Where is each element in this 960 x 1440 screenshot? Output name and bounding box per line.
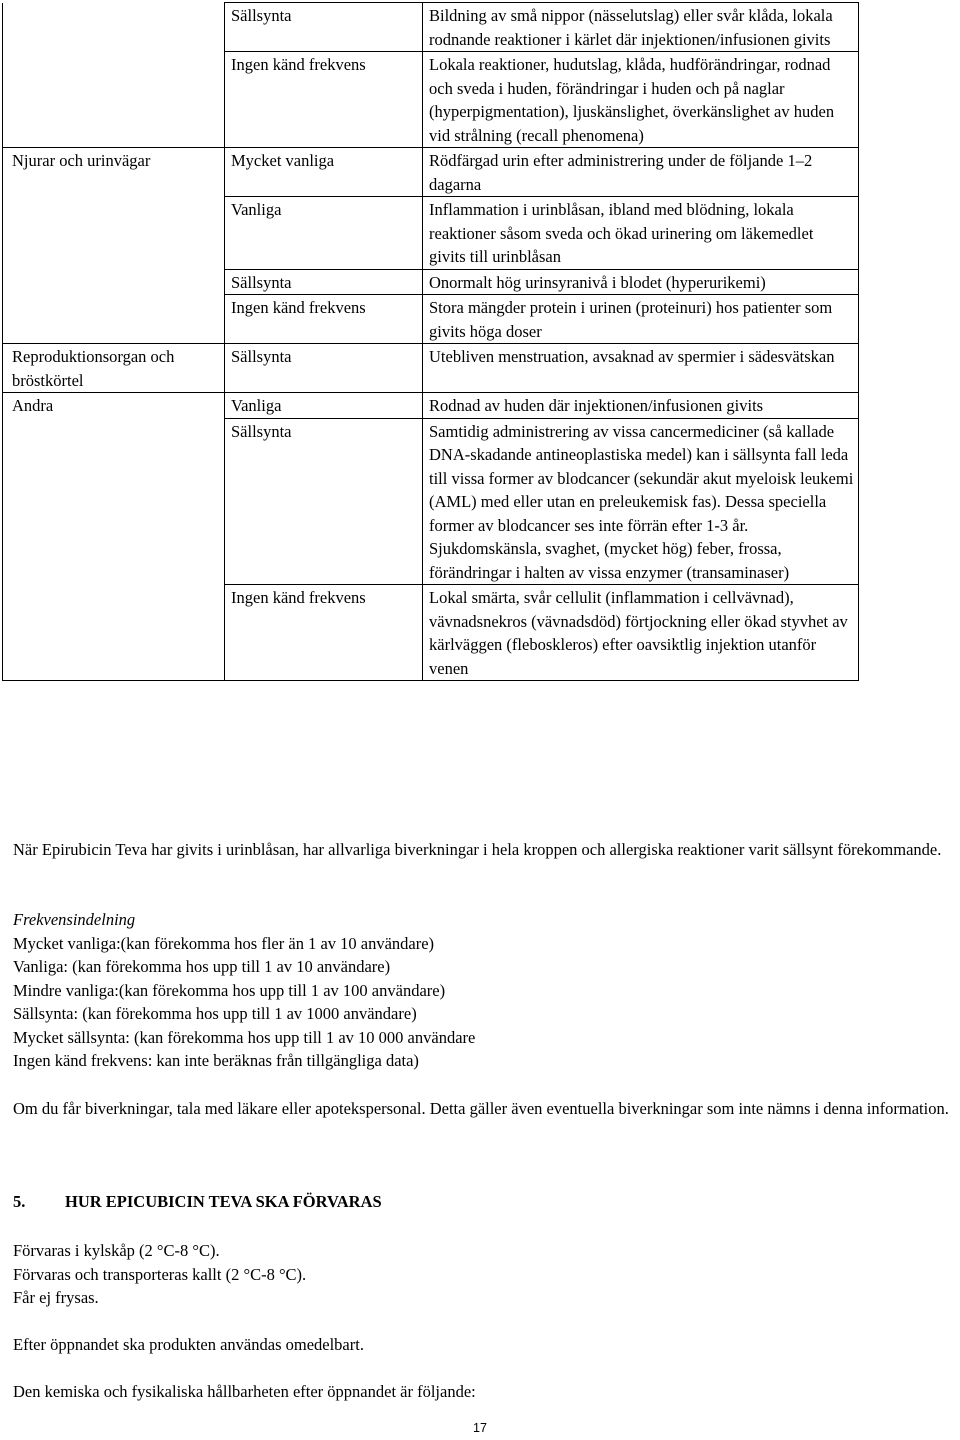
organ-system-cell: Njurar och urinvägar xyxy=(3,148,225,197)
side-effect-cell: Lokala reaktioner, hudutslag, klåda, hudförändringar, rodnad och sveda i huden, förändringar i huden och på naglar (hyperpigmentation), ljuskänslighet, överkänslighet av huden vid strålning (recall phenomena) xyxy=(423,52,859,148)
side-effect-cell: Rödfärgad urin efter administrering under de följande 1–2 dagarna xyxy=(423,148,859,197)
frequency-legend-line: Ingen känd frekvens: kan inte beräknas från tillgängliga data) xyxy=(13,1051,419,1070)
frequency-legend-line: Mycket vanliga:(kan förekomma hos fler än 1 av 10 användare) xyxy=(13,933,435,953)
frequency-legend-line: Sällsynta: (kan förekomma hos upp till 1 av 1000 användare) xyxy=(13,1004,417,1023)
frequency-legend-line: Mindre vanliga:(kan förekomma hos upp till 1 av 100 användare) xyxy=(13,980,446,1000)
storage-instructions xyxy=(13,1239,958,1310)
side-effect-cell: Samtidig administrering av vissa cancermediciner (så kallade DNA-skadande antineoplastiska medel) kan i sällsynta fall leda till vissa former av blodcancer (sekundär akut myeloisk leukemi (AML) med eller utan en preleukemisk fas). Dessa speciella former av blodcancer ses inte förrän efter 1-3 år. Sjukdomskänsla, svaghet, (mycket hög) feber, frossa, förändringar i halten av vissa enzymer (transaminaser) xyxy=(423,418,859,585)
bladder-note: När Epirubicin Teva har givits i urinblåsan, har allvarliga biverkningar i hela kroppen och allergiska reaktioner varit sällsynt förekommande. xyxy=(13,840,942,859)
table-row xyxy=(3,3,859,52)
frequency-legend-heading: Frekvensindelning xyxy=(13,910,136,929)
table-row xyxy=(3,295,859,344)
stability-intro-text: Den kemiska och fysikaliska hållbarheten efter öppnandet är följande: xyxy=(13,1382,476,1401)
organ-system-cell xyxy=(3,418,225,585)
table-row xyxy=(3,393,859,419)
organ-system-cell xyxy=(3,52,225,148)
frequency-legend xyxy=(13,908,958,1073)
adverse-effects-table-body xyxy=(3,3,859,681)
section-heading xyxy=(13,1190,958,1214)
frequency-legend-line: Vanliga: (kan förekomma hos upp till 1 av 10 användare) xyxy=(13,957,391,976)
table-row xyxy=(3,52,859,148)
organ-system-cell xyxy=(3,269,225,295)
frequency-legend-line: Mycket sällsynta: (kan förekomma hos upp till 1 av 10 000 användare xyxy=(13,1027,476,1047)
organ-system-cell xyxy=(3,3,225,52)
frequency-cell: Vanliga xyxy=(225,393,423,419)
side-effect-cell: Bildning av små nippor (nässelutslag) eller svår klåda, lokala rodnande reaktioner i kärlet där injektionen/infusionen givits xyxy=(423,3,859,52)
side-effect-cell: Stora mängder protein i urinen (proteinuri) hos patienter som givits höga doser xyxy=(423,295,859,344)
frequency-cell: Ingen känd frekvens xyxy=(225,52,423,148)
section-title: HUR EPICUBICIN TEVA SKA FÖRVARAS xyxy=(65,1192,382,1211)
table-row xyxy=(3,269,859,295)
organ-system-cell: Andra xyxy=(3,393,225,419)
bladder-note-block xyxy=(13,838,958,862)
table-row xyxy=(3,197,859,270)
side-effect-cell: Inflammation i urinblåsan, ibland med blödning, lokala reaktioner såsom sveda och ökad urinering om läkemedlet givits till urinblåsan xyxy=(423,197,859,270)
after-opening-block xyxy=(13,1333,958,1357)
storage-line: Förvaras och transporteras kallt (2 °C-8 °C). xyxy=(13,1264,307,1284)
after-opening-text: Efter öppnandet ska produkten användas omedelbart. xyxy=(13,1335,364,1354)
report-note-block xyxy=(13,1097,958,1121)
table-row xyxy=(3,418,859,585)
organ-system-cell xyxy=(3,295,225,344)
frequency-cell: Sällsynta xyxy=(225,3,423,52)
side-effect-cell: Utebliven menstruation, avsaknad av spermier i sädesvätskan xyxy=(423,344,859,393)
table-row xyxy=(3,148,859,197)
adverse-effects-table xyxy=(2,2,859,681)
frequency-cell: Ingen känd frekvens xyxy=(225,295,423,344)
organ-system-cell xyxy=(3,585,225,681)
frequency-cell: Sällsynta xyxy=(225,418,423,585)
organ-system-cell: Reproduktionsorgan och bröstkörtel xyxy=(3,344,225,393)
frequency-cell: Sällsynta xyxy=(225,344,423,393)
report-note: Om du får biverkningar, tala med läkare eller apotekspersonal. Detta gäller även eventuella biverkningar som inte nämns i denna information. xyxy=(13,1099,949,1118)
table-row xyxy=(3,585,859,681)
frequency-cell: Mycket vanliga xyxy=(225,148,423,197)
storage-line: Får ej frysas. xyxy=(13,1288,99,1307)
table-row xyxy=(3,344,859,393)
organ-system-cell xyxy=(3,197,225,270)
frequency-cell: Ingen känd frekvens xyxy=(225,585,423,681)
side-effect-cell: Lokal smärta, svår cellulit (inflammation i cellvävnad), vävnadsnekros (vävnadsdöd) förtjockning eller ökad styvhet av kärlväggen (fleboskleros) efter oavsiktlig injektion utanför venen xyxy=(423,585,859,681)
section-number: 5. xyxy=(13,1192,26,1211)
frequency-cell: Sällsynta xyxy=(225,269,423,295)
stability-block xyxy=(13,1380,958,1404)
frequency-cell: Vanliga xyxy=(225,197,423,270)
side-effect-cell: Rodnad av huden där injektionen/infusionen givits xyxy=(423,393,859,419)
side-effect-cell: Onormalt hög urinsyranivå i blodet (hyperurikemi) xyxy=(423,269,859,295)
storage-line: Förvaras i kylskåp (2 °C-8 °C). xyxy=(13,1241,220,1260)
page-number: 17 xyxy=(473,1421,487,1435)
section-5 xyxy=(13,1190,958,1214)
